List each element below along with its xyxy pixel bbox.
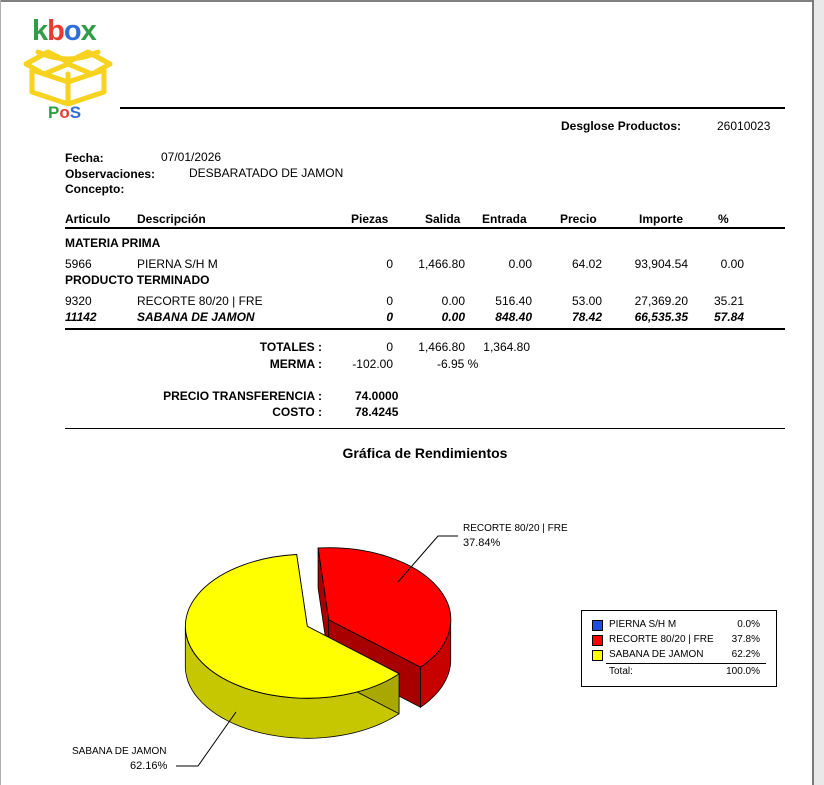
row-piezas: 0: [386, 257, 393, 271]
logo-letter: x: [80, 15, 96, 47]
row-piezas: 0: [386, 310, 393, 324]
legend-total-pct: 100.0%: [726, 666, 760, 677]
row-descripcion: PIERNA S/H M: [137, 257, 218, 271]
legend-total-rule: [606, 663, 766, 664]
row-descripcion: SABANA DE JAMON: [137, 310, 255, 324]
row-descripcion: RECORTE 80/20 | FRE: [137, 294, 263, 308]
col-articulo: Articulo: [65, 212, 111, 226]
row-salida: 0.00: [441, 310, 465, 324]
row-articulo: 9320: [65, 294, 92, 308]
section-materia-prima: MATERIA PRIMA: [65, 236, 161, 250]
legend-pct-recorte: 37.8%: [731, 634, 760, 645]
logo-pos-text: [48, 103, 81, 123]
observaciones-label: Observaciones:: [65, 167, 156, 181]
row-salida: 1,466.80: [418, 257, 465, 271]
callout-sabana-pct: 62.16%: [130, 760, 168, 772]
legend-total-label: Total:: [609, 666, 633, 677]
legend-label-recorte: RECORTE 80/20 | FRE: [609, 634, 714, 645]
row-precio: 78.42: [571, 310, 602, 324]
totales-salida: 1,466.80: [418, 340, 465, 354]
col-descripcion: Descripción: [137, 212, 206, 226]
table-header-rule: [65, 227, 785, 229]
window-top-border: [0, 0, 824, 2]
window-right-margin: [814, 0, 824, 785]
row-piezas: 0: [386, 294, 393, 308]
col-piezas: Piezas: [351, 212, 389, 226]
row-entrada: 0.00: [508, 257, 532, 271]
row-importe: 27,369.20: [634, 294, 688, 308]
precio-transferencia-value: 74.0000: [355, 389, 399, 403]
merma-percent: -6.95 %: [437, 357, 479, 371]
legend-swatch-pierna: [592, 620, 603, 631]
row-percent: 57.84: [713, 310, 744, 324]
merma-label: MERMA :: [269, 357, 322, 371]
totales-entrada: 1,364.80: [483, 340, 530, 354]
open-box-icon: [22, 40, 114, 106]
row-importe: 93,904.54: [634, 257, 688, 271]
fecha-value: 07/01/2026: [161, 150, 222, 164]
callout-recorte-pct: 37.84%: [463, 537, 501, 549]
doc-label: Desglose Productos:: [561, 119, 682, 133]
logo-letter: b: [47, 15, 64, 47]
legend-label-sabana: SABANA DE JAMON: [609, 649, 704, 660]
col-salida: Salida: [425, 212, 461, 226]
row-importe: 66,535.35: [634, 310, 688, 324]
logo-letter: S: [69, 103, 82, 122]
row-precio: 53.00: [571, 294, 602, 308]
col-entrada: Entrada: [482, 212, 527, 226]
fecha-label: Fecha:: [65, 151, 104, 165]
row-precio: 64.02: [571, 257, 602, 271]
observaciones-value: DESBARATADO DE JAMON: [189, 166, 344, 180]
row-salida: 0.00: [441, 294, 465, 308]
col-precio: Precio: [560, 212, 597, 226]
row-percent: 35.21: [713, 294, 744, 308]
concepto-label: Concepto:: [65, 182, 125, 196]
legend-swatch-sabana: [592, 650, 603, 661]
callout-sabana-label: SABANA DE JAMON: [72, 746, 167, 757]
legend-label-pierna: PIERNA S/H M: [609, 619, 677, 630]
row-entrada: 848.40: [495, 310, 532, 324]
row-percent: 0.00: [720, 257, 744, 271]
legend-pct-sabana: 62.2%: [731, 649, 760, 660]
chart-divider: [65, 428, 785, 429]
totales-piezas: 0: [386, 340, 393, 354]
merma-value: -102.00: [352, 357, 393, 371]
chart-title: Gráfica de Rendimientos: [342, 445, 508, 461]
logo-letter: o: [63, 15, 81, 47]
row-articulo: 5966: [65, 257, 92, 271]
chart-legend: [581, 610, 777, 687]
row-articulo: 11142: [65, 310, 97, 324]
logo-letter: P: [48, 103, 60, 122]
doc-number: 26010023: [717, 119, 771, 133]
legend-pct-pierna: 0.0%: [737, 619, 760, 630]
costo-label: COSTO :: [272, 405, 322, 419]
costo-value: 78.4245: [355, 405, 399, 419]
col-importe: Importe: [639, 212, 684, 226]
col-percent: %: [718, 212, 729, 226]
legend-swatch-recorte: [592, 635, 603, 646]
row-entrada: 516.40: [495, 294, 532, 308]
totales-label: TOTALES :: [259, 340, 322, 354]
table-bottom-rule: [65, 328, 785, 330]
precio-transferencia-label: PRECIO TRANSFERENCIA :: [163, 389, 322, 403]
logo-letter: k: [32, 15, 48, 47]
logo-letter: o: [59, 103, 70, 122]
section-producto-terminado: PRODUCTO TERMINADO: [65, 273, 210, 287]
header-divider: [120, 107, 785, 109]
callout-recorte-label: RECORTE 80/20 | FRE: [463, 523, 568, 534]
